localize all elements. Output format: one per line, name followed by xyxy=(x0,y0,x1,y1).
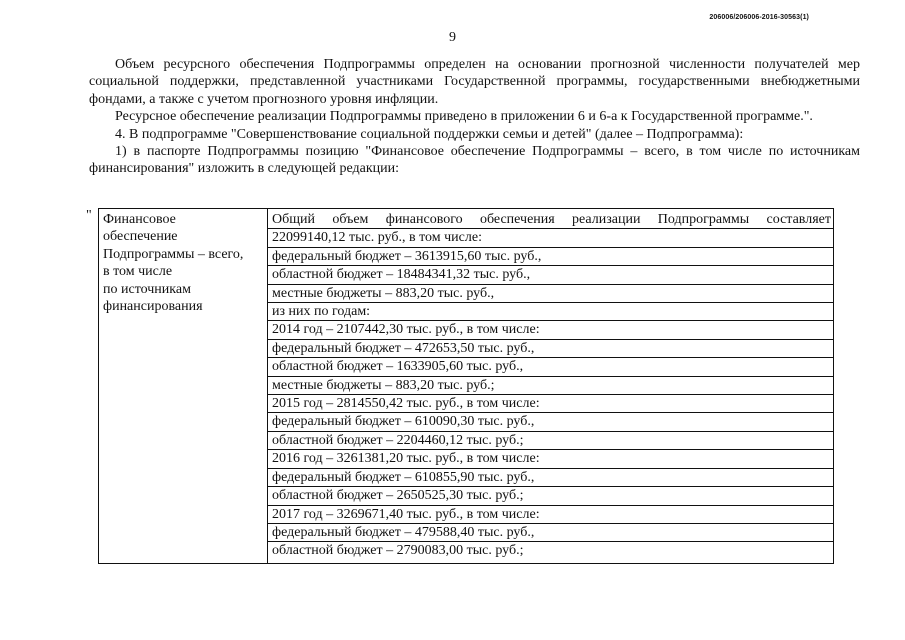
content-line: Общий объем финансового обеспечения реализации Подпрограммы составляет xyxy=(268,211,833,229)
label-line: финансирования xyxy=(103,299,203,315)
content-line: областной бюджет – 2650525,30 тыс. руб.; xyxy=(268,487,833,505)
content-line: 2016 год – 3261381,20 тыс. руб., в том числе: xyxy=(268,450,833,468)
paragraph-passport-position: 1) в паспорте Подпрограммы позицию "Финансовое обеспечение Подпрограммы – всего, в том числе по источникам финансирования" изложить в следующей редакции: xyxy=(89,144,860,177)
opening-quote: " xyxy=(86,208,92,223)
content-line: федеральный бюджет – 3613915,60 тыс. руб., xyxy=(268,248,833,266)
content-line: 2017 год – 3269671,40 тыс. руб., в том числе: xyxy=(268,506,833,524)
content-line: местные бюджеты – 883,20 тыс. руб.; xyxy=(268,377,833,395)
content-line: областной бюджет – 2204460,12 тыс. руб.; xyxy=(268,432,833,450)
label-line: Финансовое xyxy=(103,212,176,227)
content-line: федеральный бюджет – 610090,30 тыс. руб., xyxy=(268,413,833,431)
table-row xyxy=(99,209,834,564)
content-line: федеральный бюджет – 472653,50 тыс. руб., xyxy=(268,340,833,358)
paragraph-resource-volume: Объем ресурсного обеспечения Подпрограммы определен на основании прогнозной численности получателей мер социальной поддержки, представленной участниками Государственной программы, государственными внебюджетными фондами, а также с учетом прогнозного уровня инфляции. xyxy=(89,57,860,107)
label-cell xyxy=(99,209,268,564)
content-line: областной бюджет – 1633905,60 тыс. руб., xyxy=(268,358,833,376)
content-line: 2014 год – 2107442,30 тыс. руб., в том числе: xyxy=(268,321,833,339)
paragraph-subprogram-amendment: 4. В подпрограмме "Совершенствование социальной поддержки семьи и детей" (далее – Подпрограмма): xyxy=(115,126,744,142)
content-cell xyxy=(268,209,834,564)
content-line: областной бюджет – 18484341,32 тыс. руб., xyxy=(268,266,833,284)
content-line: местные бюджеты – 883,20 тыс. руб., xyxy=(268,285,833,303)
funding-table xyxy=(98,208,834,564)
content-line: областной бюджет – 2790083,00 тыс. руб.; xyxy=(272,543,524,559)
content-line: федеральный бюджет – 610855,90 тыс. руб., xyxy=(268,469,833,487)
label-line: в том числе xyxy=(103,264,173,280)
label-line: Подпрограммы – всего, xyxy=(103,246,244,262)
paragraph-resource-appendix: Ресурсное обеспечение реализации Подпрограммы приведено в приложении 6 и 6-а к Государственной программе.". xyxy=(115,109,813,125)
page-number: 9 xyxy=(449,30,456,45)
intro-text xyxy=(89,56,860,178)
content-line: федеральный бюджет – 479588,40 тыс. руб., xyxy=(268,524,833,542)
content-line: 22099140,12 тыс. руб., в том числе: xyxy=(268,229,833,247)
label-line: по источникам xyxy=(103,281,191,297)
content-line: 2015 год – 2814550,42 тыс. руб., в том числе: xyxy=(268,395,833,413)
label-line: обеспечение xyxy=(103,229,178,245)
document-id: 206006/206006-2016-30563(1) xyxy=(709,14,809,21)
content-line: из них по годам: xyxy=(268,303,833,321)
